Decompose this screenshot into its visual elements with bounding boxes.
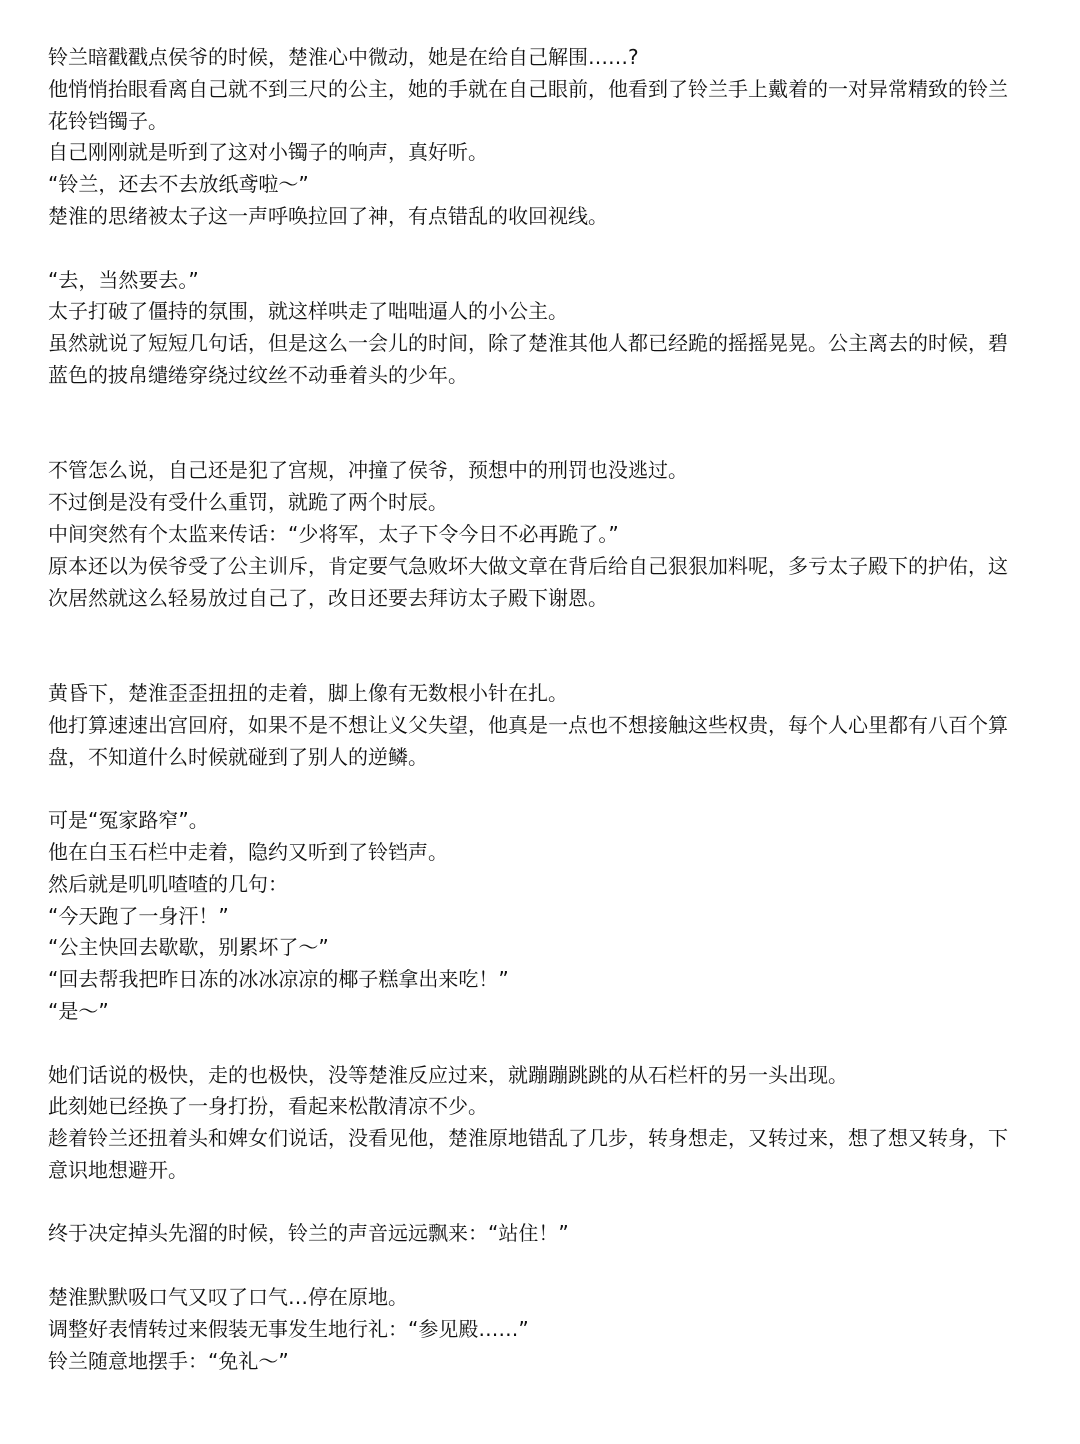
paragraph-spacer [48,773,1008,805]
text-line: 他在白玉石栏中走着，隐约又听到了铃铛声。 [48,839,448,864]
paragraph-spacer [48,392,1008,456]
text-line: 此刻她已经换了一身打扮，看起来松散清凉不少。 [48,1094,488,1119]
text-line: 楚淮的思绪被太子这一声呼唤拉回了神，有点错乱的收回视线。 [48,203,608,228]
text-line: 楚淮默默吸口气又叹了口气…停在原地。 [48,1285,408,1310]
text-line: “铃兰，还去不去放纸鸢啦～” [48,172,309,197]
paragraph [48,1218,1008,1250]
text-line: 中间突然有个太监来传话：“少将军，太子下令今日不必再跪了。” [48,521,619,546]
paragraph [48,265,1008,392]
text-line: “是～” [48,998,109,1023]
text-line: 趁着铃兰还扭着头和婢女们说话，没看见他，楚淮原地错乱了几步，转身想走，又转过来，想了想又转身，下意识地想避开。 [48,1126,1008,1182]
text-line: 不过倒是没有受什么重罚，就跪了两个时辰。 [48,490,448,515]
text-line: 她们话说的极快，走的也极快，没等楚淮反应过来，就蹦蹦跳跳的从石栏杆的另一头出现。 [48,1062,848,1087]
text-line: 铃兰暗戳戳点侯爷的时候，楚淮心中微动，她是在给自己解围……? [48,45,639,69]
text-line: 不管怎么说，自己还是犯了宫规，冲撞了侯爷，预想中的刑罚也没逃过。 [48,458,688,483]
paragraph-spacer [48,1250,1008,1282]
text-line: “去，当然要去。” [48,267,199,292]
text-line: 调整好表情转过来假装无事发生地行礼：“参见殿……” [48,1316,529,1341]
text-line: “回去帮我把昨日冻的冰冰凉凉的椰子糕拿出来吃！” [48,967,509,992]
text-line: 终于决定掉头先溜的时候，铃兰的声音远远飘来：“站住！” [48,1221,569,1246]
paragraph [48,1060,1008,1187]
paragraph [48,455,1008,614]
text-line: 他打算速速出宫回府，如果不是不想让义父失望，他真是一点也不想接触这些权贵，每个人心里都有八百个算盘，不知道什么时候就碰到了别人的逆鳞。 [48,712,1008,769]
paragraph-spacer [48,1028,1008,1060]
text-line: “公主快回去歇歇，别累坏了～” [48,935,329,960]
text-line: 自己刚刚就是听到了这对小镯子的响声，真好听。 [48,140,488,165]
paragraph [48,1282,1008,1377]
text-line: 铃兰随意地摆手：“免礼～” [48,1348,289,1373]
text-line: 黄昏下，楚淮歪歪扭扭的走着，脚上像有无数根小针在扎。 [48,680,568,705]
paragraph-spacer [48,614,1008,678]
text-line: 他悄悄抬眼看离自己就不到三尺的公主，她的手就在自己眼前，他看到了铃兰手上戴着的一对异常精致的铃兰花铃铛镯子。 [48,76,1008,133]
text-line: 太子打破了僵持的氛围，就这样哄走了咄咄逼人的小公主。 [48,299,568,324]
story-text-page [48,42,1008,1377]
text-line: 然后就是叽叽喳喳的几句： [48,871,288,896]
paragraph [48,805,1008,1028]
text-line: “今天跑了一身汗！” [48,903,229,928]
paragraph [48,678,1008,773]
text-line: 虽然就说了短短几句话，但是这么一会儿的时间，除了楚淮其他人都已经跪的摇摇晃晃。公主离去的时候，碧蓝色的披帛缱绻穿绕过纹丝不动垂着头的少年。 [48,331,1008,387]
paragraph-spacer [48,1187,1008,1219]
text-line: 原本还以为侯爷受了公主训斥，肯定要气急败坏大做文章在背后给自己狠狠加料呢，多亏太子殿下的护佑，这次居然就这么轻易放过自己了，改日还要去拜访太子殿下谢恩。 [48,553,1008,610]
paragraph-spacer [48,233,1008,265]
text-line: 可是“冤家路窄”。 [48,808,209,833]
paragraph [48,42,1008,233]
